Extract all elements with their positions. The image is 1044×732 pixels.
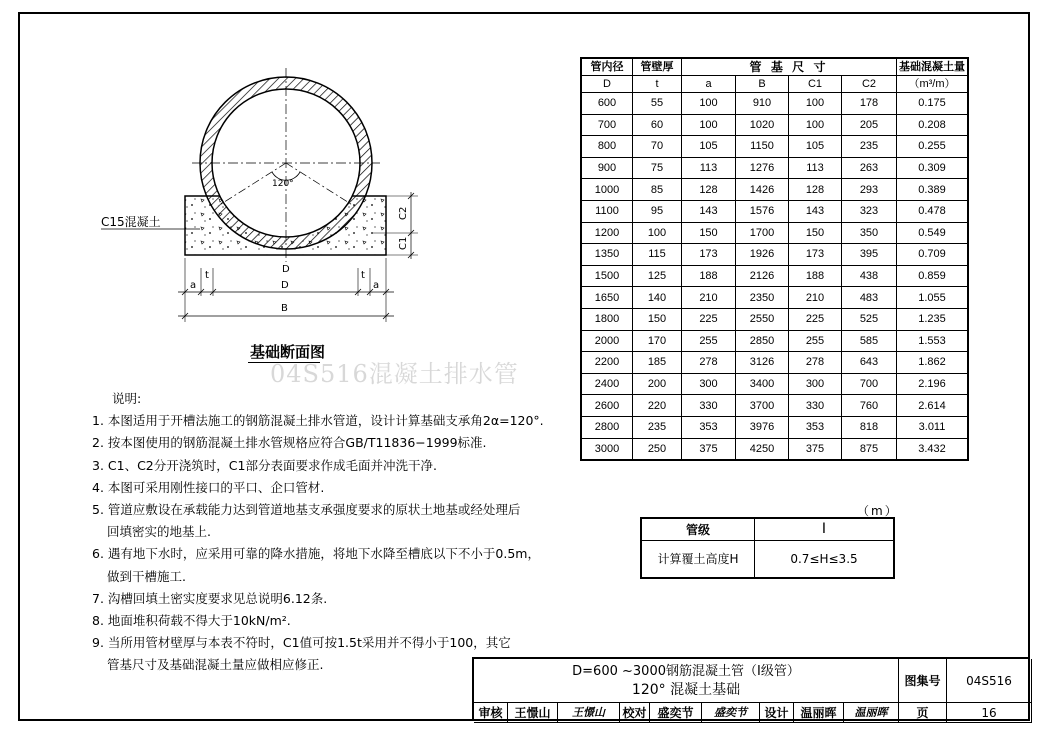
notes-title: 说明:: [112, 391, 142, 406]
spec-table-cell: 2350: [736, 287, 789, 309]
spec-table-cell: 585: [842, 330, 897, 352]
designer-signature: 温丽晖: [844, 703, 899, 723]
spec-table-cell: 113: [789, 157, 842, 179]
header-wall-thickness: 管壁厚: [633, 58, 682, 76]
spec-table-cell: 1020: [736, 114, 789, 136]
spec-table-cell: 60: [633, 114, 682, 136]
header-concrete-volume: 基础混凝土量: [897, 58, 969, 76]
svg-text:t: t: [361, 270, 365, 281]
designer-name: 温丽晖: [794, 703, 844, 723]
spec-table-row: [581, 416, 968, 438]
spec-table-cell: 700: [581, 114, 633, 136]
spec-table-cell: 0.709: [897, 244, 969, 266]
spec-table-cell: 210: [789, 287, 842, 309]
spec-table-cell: 910: [736, 93, 789, 115]
spec-table-row: [581, 222, 968, 244]
checker-name: 盛奕节: [650, 703, 702, 723]
height-table-unit: （m）: [857, 504, 899, 518]
spec-table-cell: 2850: [736, 330, 789, 352]
spec-table-cell: 3976: [736, 416, 789, 438]
spec-table-row: [581, 287, 968, 309]
spec-table-cell: 643: [842, 352, 897, 374]
spec-table-cell: 100: [789, 93, 842, 115]
spec-table-cell: 150: [789, 222, 842, 244]
spec-table-cell: 353: [789, 416, 842, 438]
spec-table-cell: 1.055: [897, 287, 969, 309]
spec-table-cell: 100: [789, 114, 842, 136]
spec-table-cell: 2.614: [897, 395, 969, 417]
note-item: 9. 当所用管材壁厚与本表不符时，C1值可按1.5t采用并不得小于100，其它: [92, 635, 511, 651]
note-item-continued: 做到干槽施工.: [107, 568, 186, 584]
spec-table-cell: 0.309: [897, 157, 969, 179]
spec-table-cell: 2126: [736, 265, 789, 287]
spec-table-cell: 2200: [581, 352, 633, 374]
spec-table-cell: 128: [789, 179, 842, 201]
spec-table-cell: 1350: [581, 244, 633, 266]
note-item: 8. 地面堆积荷载不得大于10kN/m².: [92, 613, 291, 629]
spec-table-row: [581, 352, 968, 374]
spec-table-cell: 278: [682, 352, 736, 374]
spec-table-cell: 438: [842, 265, 897, 287]
spec-table-cell: 70: [633, 136, 682, 158]
spec-table-cell: 55: [633, 93, 682, 115]
spec-table-cell: 395: [842, 244, 897, 266]
spec-table-cell: 210: [682, 287, 736, 309]
spec-table-cell: 1576: [736, 200, 789, 222]
spec-table-cell: 3000: [581, 438, 633, 460]
spec-table-cell: 205: [842, 114, 897, 136]
spec-table-cell: 1000: [581, 179, 633, 201]
spec-table-cell: 2800: [581, 416, 633, 438]
spec-table-cell: 185: [633, 352, 682, 374]
spec-table-cell: 188: [789, 265, 842, 287]
note-item-continued: 回填密实的地基上.: [107, 524, 211, 540]
spec-table-cell: 255: [789, 330, 842, 352]
spec-table-cell: 173: [682, 244, 736, 266]
spec-table-row: [581, 438, 968, 460]
spec-table-cell: 125: [633, 265, 682, 287]
grade-label: 管级: [641, 518, 755, 540]
caption-underline: [248, 362, 320, 363]
cover-height-value: 0.7≤H≤3.5: [755, 540, 895, 578]
spec-table-cell: 1800: [581, 308, 633, 330]
spec-table-cell: 173: [789, 244, 842, 266]
reviewer-signature: 王憬山: [558, 703, 620, 723]
spec-table-cell: 1.553: [897, 330, 969, 352]
spec-table-cell: 188: [682, 265, 736, 287]
spec-table-cell: 800: [581, 136, 633, 158]
svg-text:a: a: [190, 280, 197, 291]
spec-table-cell: 300: [682, 373, 736, 395]
spec-table-cell: 0.255: [897, 136, 969, 158]
header-base-dimensions: 管 基 尺 寸: [682, 58, 897, 76]
spec-table-cell: 225: [789, 308, 842, 330]
spec-table-cell: 278: [789, 352, 842, 374]
spec-table-cell: 0.389: [897, 179, 969, 201]
spec-table-cell: 525: [842, 308, 897, 330]
spec-table-cell: 375: [789, 438, 842, 460]
svg-text:C1: C1: [398, 236, 409, 250]
spec-table-cell: 100: [682, 93, 736, 115]
cover-height-table: [640, 517, 895, 579]
spec-table-cell: 263: [842, 157, 897, 179]
notes-section: [92, 388, 544, 677]
page-number: 16: [947, 703, 1032, 723]
spec-table-cell: 1100: [581, 200, 633, 222]
spec-table-cell: 1150: [736, 136, 789, 158]
spec-table-cell: 105: [682, 136, 736, 158]
spec-table-cell: 100: [682, 114, 736, 136]
spec-table-cell: 0.175: [897, 93, 969, 115]
note-item: 1. 本图适用于开槽法施工的钢筋混凝土排水管道，设计计算基础支承角2α=120°.: [92, 413, 544, 429]
spec-table-cell: 0.208: [897, 114, 969, 136]
spec-table-cell: 900: [581, 157, 633, 179]
atlas-label: 图集号: [899, 659, 947, 703]
spec-table-row: [581, 330, 968, 352]
svg-text:D: D: [281, 280, 289, 291]
spec-table-cell: 760: [842, 395, 897, 417]
spec-table-cell: 100: [633, 222, 682, 244]
spec-table-cell: 1650: [581, 287, 633, 309]
spec-table-cell: 143: [789, 200, 842, 222]
spec-table-cell: 225: [682, 308, 736, 330]
note-item: 6. 遇有地下水时，应采用可靠的降水措施，将地下水降至槽底以下不小于0.5m，: [92, 546, 540, 562]
spec-table: 管内径 管壁厚 管 基 尺 寸 基础混凝土量 D t a B C1 C2 （m³/m） 600 55 100 910 100 178 0.175 700 60 100 1020 100 205 0.208 800 70 105 1150 105 235 0.255 900 75 113 1276 113 263 0.309 1000 85 128 1426 128 293 0.389 1100 95 143 1576 143 323 0.478 1200 100 150 1700 150 350 0.549 1350 115 173 1926 173 395 0.709 1500 125 188 2126 188 438 0.859 1650 140 210 2350 210 483 1.055 1800 150 225 2550 225 525 1.235 2000 170 255 2850 255 585 1.553 2200 185 278 3126 278 643 1.862 2400 200 300 3400 300 700 2.196 2600 220 330 3700 330 760 2.614 2800 235 353 3976 353 818 3.011 3000 250 375 4250 375 875 3.432: [580, 57, 969, 461]
spec-table-cell: 255: [682, 330, 736, 352]
spec-table-cell: 330: [682, 395, 736, 417]
spec-table-cell: 75: [633, 157, 682, 179]
spec-table-cell: 350: [842, 222, 897, 244]
spec-table-cell: 483: [842, 287, 897, 309]
spec-table-cell: 3126: [736, 352, 789, 374]
spec-table-cell: 330: [789, 395, 842, 417]
spec-table-cell: 3.011: [897, 416, 969, 438]
spec-table-cell: 115: [633, 244, 682, 266]
spec-table-cell: 178: [842, 93, 897, 115]
grade-value: I: [755, 518, 895, 540]
spec-table-cell: 85: [633, 179, 682, 201]
spec-table-cell: 235: [842, 136, 897, 158]
spec-table-cell: 1.235: [897, 308, 969, 330]
spec-table-cell: 220: [633, 395, 682, 417]
spec-table-cell: 323: [842, 200, 897, 222]
spec-table-cell: 2.196: [897, 373, 969, 395]
note-item: 3. C1、C2分开浇筑时，C1部分表面要求作成毛面并冲洗干净.: [92, 457, 437, 473]
spec-table-row: [581, 265, 968, 287]
svg-text:C2: C2: [398, 206, 409, 220]
spec-table-row: [581, 373, 968, 395]
header-pipe-diameter: 管内径: [581, 58, 633, 76]
spec-table-cell: 1.862: [897, 352, 969, 374]
note-item: 4. 本图可采用刚性接口的平口、企口管材.: [92, 479, 325, 495]
spec-table-cell: 1700: [736, 222, 789, 244]
spec-table-cell: 2000: [581, 330, 633, 352]
spec-table-cell: 200: [633, 373, 682, 395]
spec-table-cell: 1500: [581, 265, 633, 287]
note-item: 2. 按本图使用的钢筋混凝土排水管规格应符合GB/T11836−1999标准.: [92, 435, 487, 451]
spec-table-row: [581, 244, 968, 266]
svg-text:D: D: [282, 264, 290, 275]
spec-table-cell: 1926: [736, 244, 789, 266]
spec-table-cell: 2400: [581, 373, 633, 395]
spec-table-cell: 600: [581, 93, 633, 115]
atlas-number: 04S516: [947, 659, 1032, 703]
cover-height-label: 计算覆土高度H: [641, 540, 755, 578]
note-item: 7. 沟槽回填土密实度要求见总说明6.12条.: [92, 590, 328, 606]
spec-table-cell: 0.859: [897, 265, 969, 287]
spec-table-cell: 113: [682, 157, 736, 179]
spec-table-cell: 170: [633, 330, 682, 352]
spec-table-row: [581, 136, 968, 158]
spec-table-cell: 1276: [736, 157, 789, 179]
spec-table-cell: 353: [682, 416, 736, 438]
spec-table-cell: 150: [682, 222, 736, 244]
svg-text:B: B: [281, 303, 288, 314]
svg-text:a: a: [373, 280, 380, 291]
svg-text:t: t: [205, 270, 209, 281]
spec-table-cell: 875: [842, 438, 897, 460]
spec-table-cell: 0.478: [897, 200, 969, 222]
drawing-title: D=600 ~3000钢筋混凝土管（I级管） 120° 混凝土基础: [474, 659, 899, 703]
spec-table-cell: 3.432: [897, 438, 969, 460]
spec-table-cell: 818: [842, 416, 897, 438]
spec-table-row: [581, 395, 968, 417]
spec-table-cell: 1426: [736, 179, 789, 201]
checker-signature: 盛奕节: [702, 703, 760, 723]
spec-table-cell: 250: [633, 438, 682, 460]
spec-table-cell: 3400: [736, 373, 789, 395]
spec-table-cell: 700: [842, 373, 897, 395]
note-item: 5. 管道应敷设在承载能力达到管道地基支承强度要求的原状土地基或经处理后: [92, 502, 521, 518]
title-block: D=600 ~3000钢筋混凝土管（I级管） 120° 混凝土基础 图集号 04S516 审核 王憬山 王憬山 校对 盛奕节 盛奕节 设计 温丽晖 温丽晖 页 16: [472, 657, 1030, 721]
note-item-continued: 管基尺寸及基础混凝土量应做相应修正.: [107, 657, 324, 673]
spec-table-cell: 140: [633, 287, 682, 309]
spec-table-cell: 2550: [736, 308, 789, 330]
spec-table-cell: 3700: [736, 395, 789, 417]
spec-table-cell: 105: [789, 136, 842, 158]
spec-table-cell: 1200: [581, 222, 633, 244]
spec-table-cell: 150: [633, 308, 682, 330]
spec-table-cell: 128: [682, 179, 736, 201]
spec-table-cell: 95: [633, 200, 682, 222]
spec-table-row: [581, 157, 968, 179]
concrete-label: C15混凝土: [101, 215, 161, 229]
spec-table-cell: 4250: [736, 438, 789, 460]
diagram-caption: 基础断面图: [250, 343, 326, 361]
spec-table-row: [581, 93, 968, 115]
spec-table-cell: 0.549: [897, 222, 969, 244]
reviewer-name: 王憬山: [508, 703, 558, 723]
spec-table-row: [581, 114, 968, 136]
spec-table-cell: 375: [682, 438, 736, 460]
watermark-text: 04S516混凝土排水管: [270, 360, 519, 388]
spec-table-row: [581, 179, 968, 201]
spec-table-row: [581, 200, 968, 222]
spec-table-cell: 300: [789, 373, 842, 395]
spec-table-row: [581, 308, 968, 330]
spec-table-cell: 2600: [581, 395, 633, 417]
angle-label: 120°: [272, 179, 294, 189]
spec-table-cell: 293: [842, 179, 897, 201]
spec-table-cell: 143: [682, 200, 736, 222]
spec-table-cell: 235: [633, 416, 682, 438]
